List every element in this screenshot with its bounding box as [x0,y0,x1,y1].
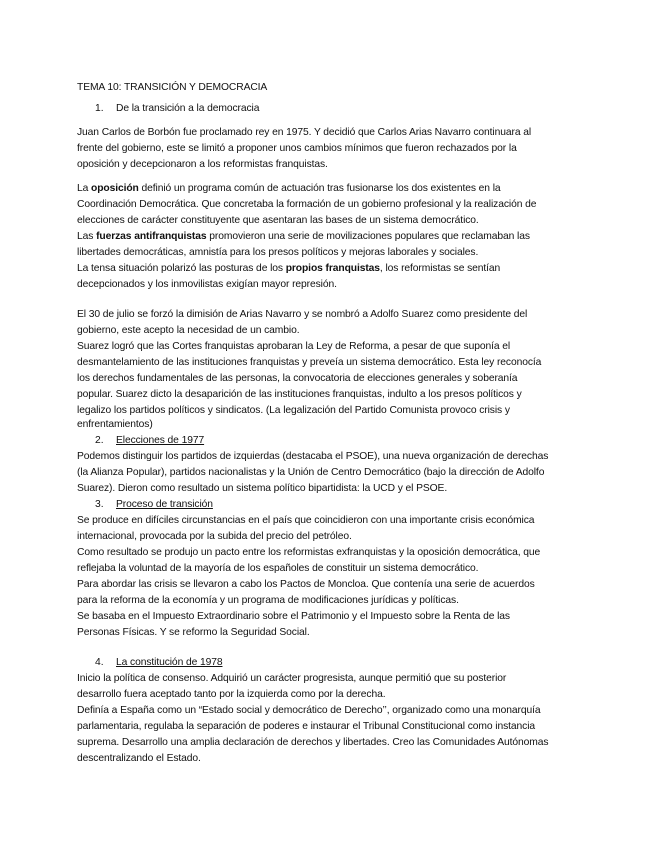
paragraph-line: Para abordar las crisis se llevaron a cabo los Pactos de Moncloa. Que contenía una serie de acuerdos [77,579,535,590]
section-number: 3. [95,499,104,510]
paragraph-line: Inicio la política de consenso. Adquirió un carácter progresista, aunque permitió que su posterior [77,673,507,684]
paragraph-line: Definía a España como un “Estado social y democrático de Derecho’’, organizado como una monarquía [77,705,541,716]
paragraph-line: Coordinación Democrática. Que concretaba la formación de un gobierno profesional y la realización de [77,199,537,210]
paragraph-line: Podemos distinguir los partidos de izquierdas (destacaba el PSOE), una nueva organización de derechas [77,451,549,462]
paragraph-line: El 30 de julio se forzó la dimisión de Arias Navarro y se nombró a Adolfo Suarez como presidente del [77,309,528,320]
paragraph-line: decepcionados y los inmovilistas exigían mayor represión. [77,279,337,290]
paragraph-line: parlamentaria, regulaba la separación de poderes e instaurar el Tribunal Constitucional como instancia [77,721,536,732]
paragraph-line: popular. Suarez dicto la desaparición de las instituciones franquistas, indulto a los presos políticos y [77,389,522,400]
paragraph-line: frente del gobierno, este se limitó a proponer unos cambios mínimos que fueron rechazados por la [77,143,517,154]
section-number: 2. [95,435,104,446]
paragraph-line: (la Alianza Popular), partidos nacionalistas y la Unión de Centro Democrático (bajo la dirección de Adolfo [77,467,545,478]
section-heading: Elecciones de 1977 [116,435,205,446]
bold-term: propios franquistas [285,263,380,274]
paragraph-line: Juan Carlos de Borbón fue proclamado rey en 1975. Y decidió que Carlos Arias Navarro continuara al [77,127,532,138]
section-heading: Proceso de transición [116,499,213,510]
paragraph-line: oposición y decepcionaron a los reformistas franquistas. [77,159,328,170]
section-number: 4. [95,657,104,668]
paragraph-line: desarrollo fuera aceptado tanto por la izquierda como por la derecha. [77,689,386,700]
section-number: 1. [95,103,104,114]
section-heading: La constitución de 1978 [116,657,223,668]
paragraph-line: desmantelamiento de las instituciones franquistas y preveía un sistema democrático. Esta ley reconocía [77,357,542,368]
paragraph-line: reflejaba la voluntad de la mayoría de los españoles de constituir un sistema democrático. [77,563,479,574]
paragraph-line: los derechos fundamentales de las personas, la convocatoria de elecciones generales y soberanía [77,373,518,384]
paragraph-line: enfrentamientos) [77,419,153,430]
paragraph-line: suprema. Desarrollo una amplia declaración de derechos y libertades. Creo las Comunidades Autónomas [77,737,549,748]
paragraph-line: libertades democráticas, amnistía para los presos políticos y mejoras laborales y sociales. [77,247,479,258]
paragraph-line: Se basaba en el Impuesto Extraordinario sobre el Patrimonio y el Impuesto sobre la Renta de las [77,611,510,622]
section-heading: De la transición a la democracia [116,103,260,114]
paragraph-line: gobierno, este acepto la necesidad de un cambio. [77,325,300,336]
paragraph-line: legalizo los partidos políticos y sindicatos. (La legalización del Partido Comunista provoco crisis y [77,405,510,416]
paragraph-line: para la reforma de la economía y un programa de modificaciones jurídicas y políticas. [77,595,459,606]
paragraph-line: Suarez logró que las Cortes franquistas aprobaran la Ley de Reforma, a pesar de que suponía el [77,341,511,352]
paragraph-line: Como resultado se produjo un pacto entre los reformistas exfranquistas y la oposición democrática, que [77,547,541,558]
bold-term: fuerzas antifranquistas [96,231,207,242]
paragraph-line: La tensa situación polarizó las posturas de los propios franquistas, los reformistas se sentían [77,263,501,274]
paragraph-line: descentralizando el Estado. [77,753,201,764]
paragraph-line: Personas Físicas. Y se reformo la Seguridad Social. [77,627,310,638]
paragraph-line: internacional, provocada por la subida del precio del petróleo. [77,531,352,542]
paragraph-line: Las fuerzas antifranquistas promovieron una serie de movilizaciones populares que reclamaban las [77,231,530,242]
paragraph-line: elecciones de carácter constituyente que asentaran las bases de un sistema democrático. [77,215,479,226]
document-title: TEMA 10: TRANSICIÓN Y DEMOCRACIA [77,82,268,93]
paragraph-line: Suarez). Dieron como resultado un sistema político bipartidista: la UCD y el PSOE. [77,483,448,494]
paragraph-line: Se produce en difíciles circunstancias en el país que coincidieron con una importante crisis económica [77,515,535,526]
bold-term: oposición [91,183,139,194]
paragraph-line: La oposición definió un programa común de actuación tras fusionarse los dos existentes en la [77,183,501,194]
